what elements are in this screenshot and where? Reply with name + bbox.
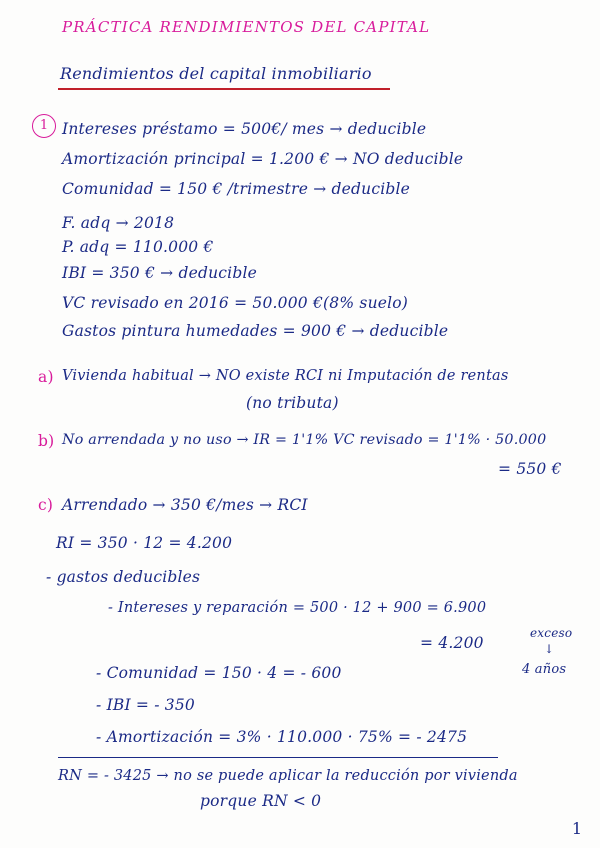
option-c-answer: Arrendado → 350 €/mes → RCI xyxy=(62,496,308,514)
option-b-answer: No arrendada y no uso → IR = 1'1% VC revisado = 1'1% · 50.000 xyxy=(62,432,547,448)
gasto-ibi: - IBI = - 350 xyxy=(96,696,195,714)
data-line-precio-adquisicion: P. adq = 110.000 € xyxy=(62,238,214,256)
rendimiento-integro: RI = 350 · 12 = 4.200 xyxy=(56,534,233,552)
option-a-note: (no tributa) xyxy=(246,394,339,412)
gasto-limite: = 4.200 xyxy=(420,634,484,652)
gastos-deducibles-heading: - gastos deducibles xyxy=(46,568,201,586)
gasto-comunidad: - Comunidad = 150 · 4 = - 600 xyxy=(96,664,342,682)
option-c-marker: c) xyxy=(38,496,54,514)
rendimiento-neto: RN = - 3425 → no se puede aplicar la reducción por vivienda xyxy=(58,768,518,784)
option-b-result: = 550 € xyxy=(498,460,562,478)
data-line-amortizacion-principal: Amortización principal = 1.200 € → NO deducible xyxy=(62,150,464,168)
page-title: PRÁCTICA RENDIMIENTOS DEL CAPITAL xyxy=(62,18,431,36)
exercise-number-circle: 1 xyxy=(32,114,56,138)
data-line-intereses: Intereses préstamo = 500€/ mes → deducible xyxy=(62,120,427,138)
gasto-intereses-reparacion: - Intereses y reparación = 500 · 12 + 900 = 6.900 xyxy=(108,600,487,616)
exceso-anios: 4 años xyxy=(522,662,567,677)
data-line-valor-catastral: VC revisado en 2016 = 50.000 €(8% suelo) xyxy=(62,294,409,312)
data-line-fecha-adquisicion: F. adq → 2018 xyxy=(62,214,175,232)
option-a-marker: a) xyxy=(38,368,54,386)
option-b-marker: b) xyxy=(38,432,55,450)
exceso-label: exceso xyxy=(530,626,573,640)
gasto-amortizacion: - Amortización = 3% · 110.000 · 75% = - 2475 xyxy=(96,728,468,746)
subtitle-underline xyxy=(58,88,390,90)
section-subtitle: Rendimientos del capital inmobiliario xyxy=(60,64,372,83)
data-line-ibi: IBI = 350 € → deducible xyxy=(62,264,257,282)
exceso-arrow: ↓ xyxy=(544,642,555,656)
data-line-comunidad: Comunidad = 150 € /trimestre → deducible xyxy=(62,180,411,198)
data-line-gastos-pintura: Gastos pintura humedades = 900 € → deducible xyxy=(62,322,449,340)
rendimiento-neto-motivo: porque RN < 0 xyxy=(200,792,322,810)
result-separator xyxy=(58,757,498,758)
option-a-answer: Vivienda habitual → NO existe RCI ni Imputación de rentas xyxy=(62,368,509,384)
page-number: 1 xyxy=(571,819,582,838)
